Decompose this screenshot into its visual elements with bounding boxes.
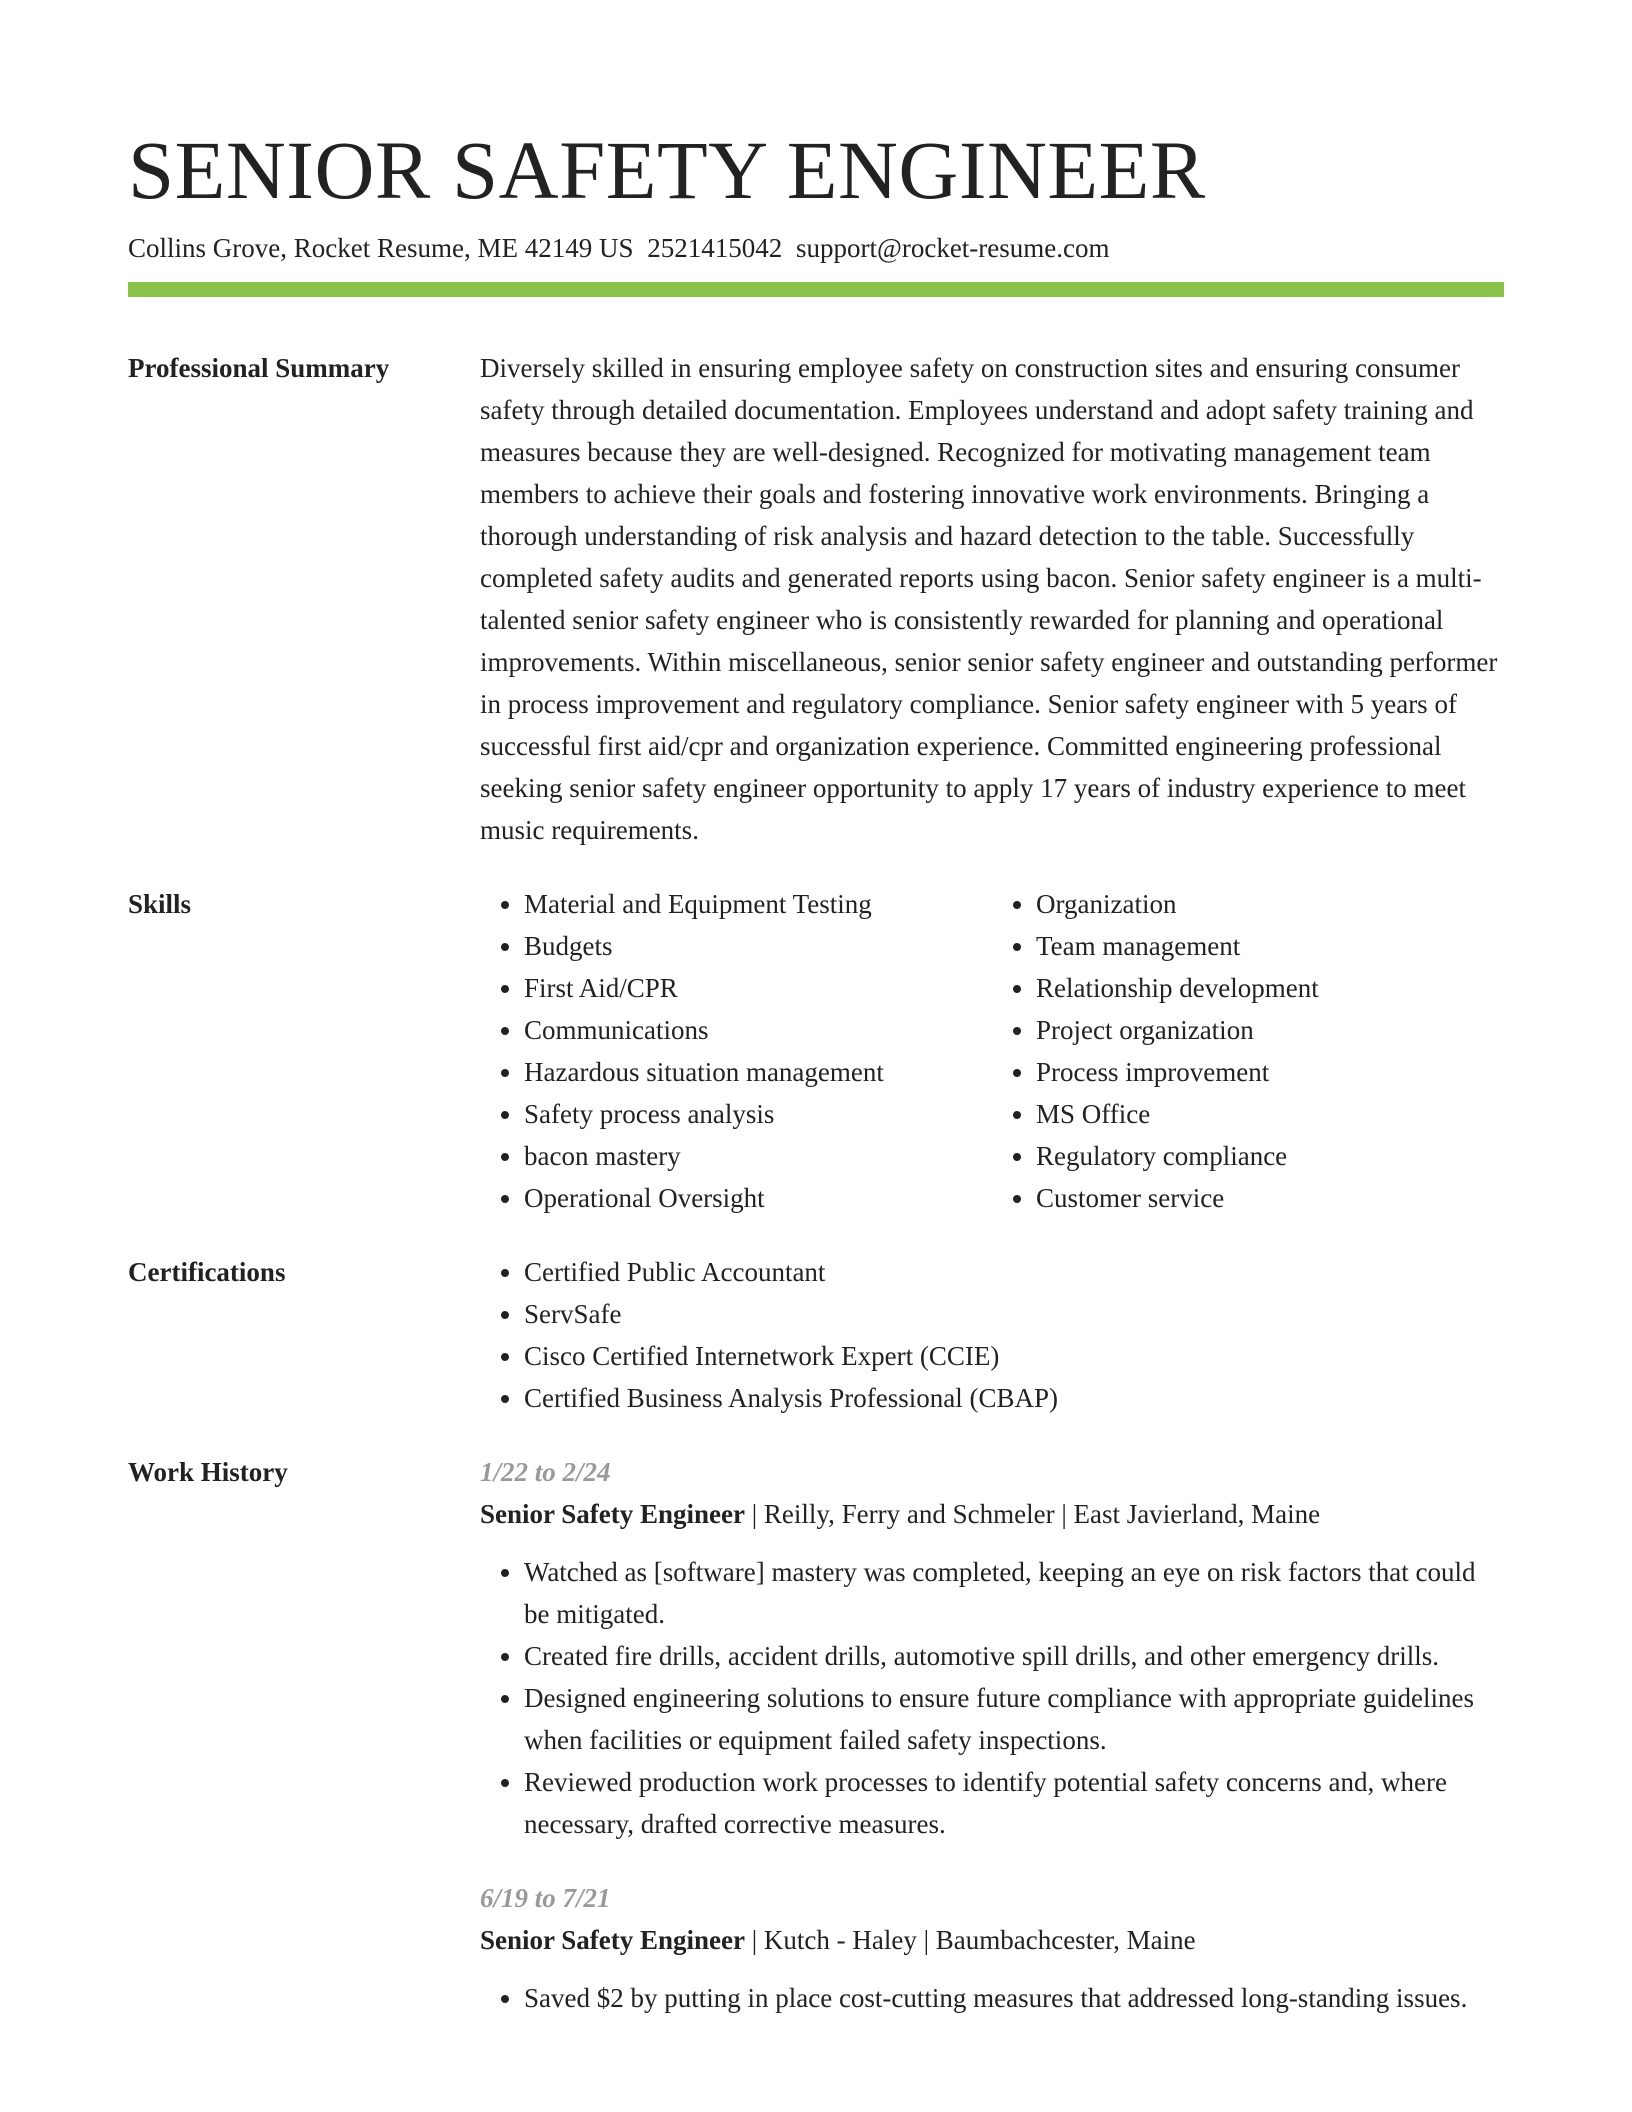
contact-email: support@rocket-resume.com <box>795 233 1110 263</box>
skill-item: • Communications <box>524 1009 992 1051</box>
certifications-section <box>128 1251 1504 1419</box>
job-bullet: • Saved $2 by putting in place cost-cutting measures that addressed long-standing issues. <box>524 1977 1504 2019</box>
job-bullet: • Reviewed production work processes to identify potential safety concerns and, where necessary, drafted corrective measures. <box>524 1761 1504 1845</box>
certification-item: • Certified Public Accountant <box>524 1251 1504 1293</box>
summary-section <box>128 347 1504 851</box>
skill-item: • Material and Equipment Testing <box>524 883 992 925</box>
job-title-line <box>480 1919 1504 1961</box>
skill-item: • Relationship development <box>1036 967 1504 1009</box>
resume-page <box>128 120 1504 2019</box>
job-bullets <box>480 1551 1504 1845</box>
section-heading-work-history: Work History <box>128 1457 288 1487</box>
summary-text: Diversely skilled in ensuring employee safety on construction sites and ensuring consumer safety through detailed documentation. Employees understand and adopt safety training and measures because they are well-designed. Recognized for motivating management team members to achieve their goals and fostering innovative work environments. Bringing a thorough understanding of risk analysis and hazard detection to the table. Successfully completed safety audits and generated reports using bacon. Senior safety engineer is a multi-talented senior safety engineer who is consistently rewarded for planning and operational improvements. Within miscellaneous, senior senior safety engineer and outstanding performer in process improvement and regulatory compliance. Senior safety engineer with 5 years of successful first aid/cpr and organization experience. Committed engineering professional seeking senior safety engineer opportunity to apply 17 years of industry experience to meet music requirements. <box>480 353 1498 845</box>
contact-address: Collins Grove, Rocket Resume, ME 42149 US <box>128 233 634 263</box>
job-dates: 6/19 to 7/21 <box>480 1883 611 1913</box>
contact-phone: 2521415042 <box>647 233 783 263</box>
skill-item: • Regulatory compliance <box>1036 1135 1504 1177</box>
job-dates: 1/22 to 2/24 <box>480 1457 611 1487</box>
contact-line <box>128 230 1504 266</box>
certification-item: • Cisco Certified Internetwork Expert (CCIE) <box>524 1335 1504 1377</box>
skill-item: • Organization <box>1036 883 1504 925</box>
skill-item: • Safety process analysis <box>524 1093 992 1135</box>
job-bullet: • Designed engineering solutions to ensure future compliance with appropriate guidelines when facilities or equipment failed safety inspections. <box>524 1677 1504 1761</box>
skill-item: • bacon mastery <box>524 1135 992 1177</box>
skill-item: • Team management <box>1036 925 1504 967</box>
job-role: Senior Safety Engineer <box>480 1499 745 1529</box>
job-details: | Kutch - Haley | Baumbachcester, Maine <box>745 1925 1196 1955</box>
certifications-body <box>480 1251 1504 1419</box>
section-heading-certifications: Certifications <box>128 1257 286 1287</box>
skills-list-right <box>992 883 1504 1219</box>
job-entry <box>480 1451 1504 1845</box>
skill-item: • Customer service <box>1036 1177 1504 1219</box>
certification-item: • ServSafe <box>524 1293 1504 1335</box>
accent-divider <box>128 282 1504 297</box>
job-bullet: • Watched as [software] mastery was completed, keeping an eye on risk factors that could be mitigated. <box>524 1551 1504 1635</box>
certifications-list <box>480 1251 1504 1419</box>
skills-list-left <box>480 883 992 1219</box>
section-heading-summary: Professional Summary <box>128 353 390 383</box>
section-heading-skills: Skills <box>128 889 192 919</box>
certification-item: • Certified Business Analysis Professional (CBAP) <box>524 1377 1504 1419</box>
skills-columns <box>480 883 1504 1219</box>
skill-item: • Hazardous situation management <box>524 1051 992 1093</box>
job-details: | Reilly, Ferry and Schmeler | East Javierland, Maine <box>745 1499 1321 1529</box>
work-history-section <box>128 1451 1504 2019</box>
skill-item: • Budgets <box>524 925 992 967</box>
skill-item: • Process improvement <box>1036 1051 1504 1093</box>
job-role: Senior Safety Engineer <box>480 1925 745 1955</box>
work-history-body <box>480 1451 1504 2019</box>
skill-item: • First Aid/CPR <box>524 967 992 1009</box>
skill-item: • Project organization <box>1036 1009 1504 1051</box>
job-entry <box>480 1877 1504 2019</box>
skills-section <box>128 883 1504 1219</box>
skill-item: • MS Office <box>1036 1093 1504 1135</box>
job-title-line <box>480 1493 1504 1535</box>
job-bullets <box>480 1977 1504 2019</box>
skill-item: • Operational Oversight <box>524 1177 992 1219</box>
resume-title: SENIOR SAFETY ENGINEER <box>128 124 1206 216</box>
job-bullet: • Created fire drills, accident drills, automotive spill drills, and other emergency drills. <box>524 1635 1504 1677</box>
